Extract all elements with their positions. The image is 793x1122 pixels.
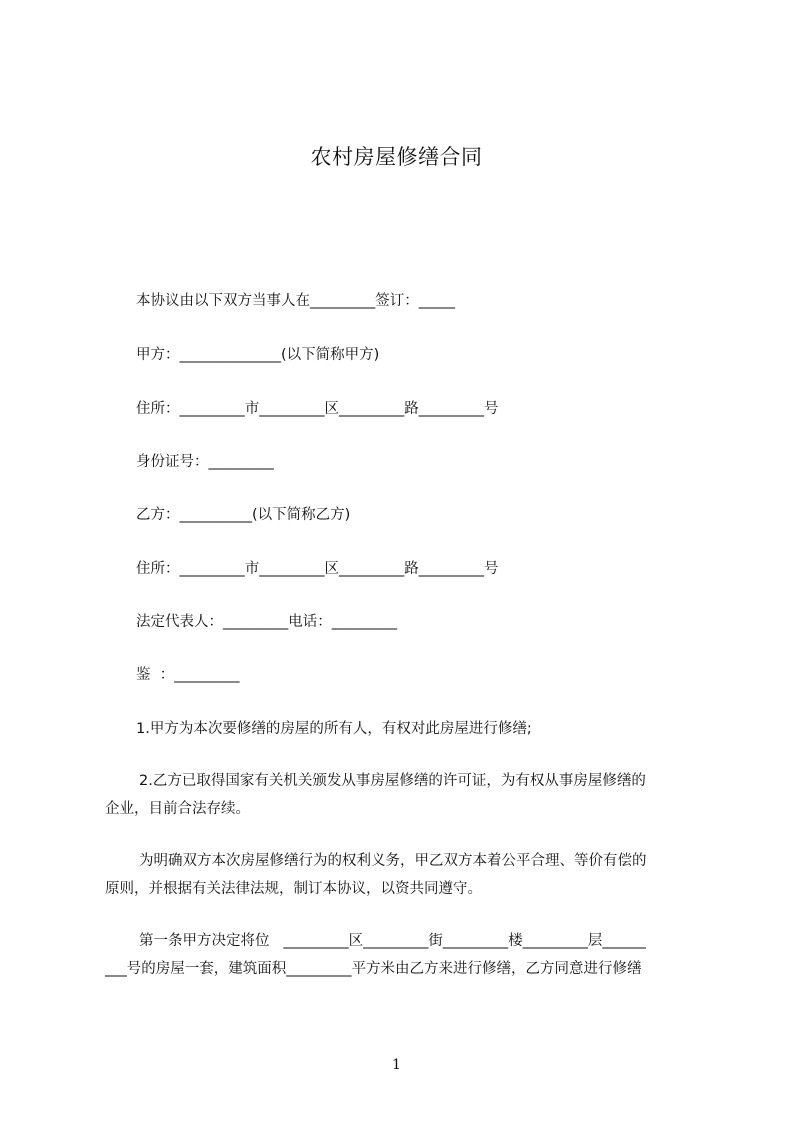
- party-a-address-line: 住所：_________市_________区_________路_________号: [136, 401, 499, 417]
- clause-2-line-2: 企业，目前合法存续。: [105, 801, 250, 817]
- page-number: 1: [392, 1057, 401, 1073]
- document-title: 农村房屋修缮合同: [310, 145, 483, 169]
- witness-line: 鉴 ：_________: [136, 667, 240, 683]
- purpose-line-2: 原则，并根据有关法律法规，制订本协议，以资共同遵守。: [105, 881, 482, 897]
- party-b-line: 乙方：__________(以下简称乙方): [136, 507, 351, 523]
- party-a-line: 甲方：______________(以下简称甲方): [136, 347, 380, 363]
- purpose-line-1: 为明确双方本次房屋修缮行为的权利义务，甲乙双方本着公平合理、等价有偿的: [139, 853, 647, 869]
- legal-representative-line: 法定代表人：_________电话：_________: [136, 614, 397, 630]
- id-number-line: 身份证号：_________: [136, 454, 274, 470]
- clause-1: 1.甲方为本次要修缮的房屋的所有人，有权对此房屋进行修缮;: [136, 721, 532, 737]
- intro-line: 本协议由以下双方当事人在_________签订：_____: [136, 293, 455, 309]
- article-1-line-1: 第一条甲方决定将位 _________区_________街_________楼_________层______: [139, 933, 646, 949]
- article-1-line-2: ___号的房屋一套，建筑面积_________平方米由乙方来进行修缮，乙方同意进行修缮: [105, 961, 642, 977]
- party-b-address-line: 住所：_________市_________区_________路_________号: [136, 561, 499, 577]
- clause-2-line-1: 2.乙方已取得国家有关机关颁发从事房屋修缮的许可证，为有权从事房屋修缮的: [139, 773, 646, 789]
